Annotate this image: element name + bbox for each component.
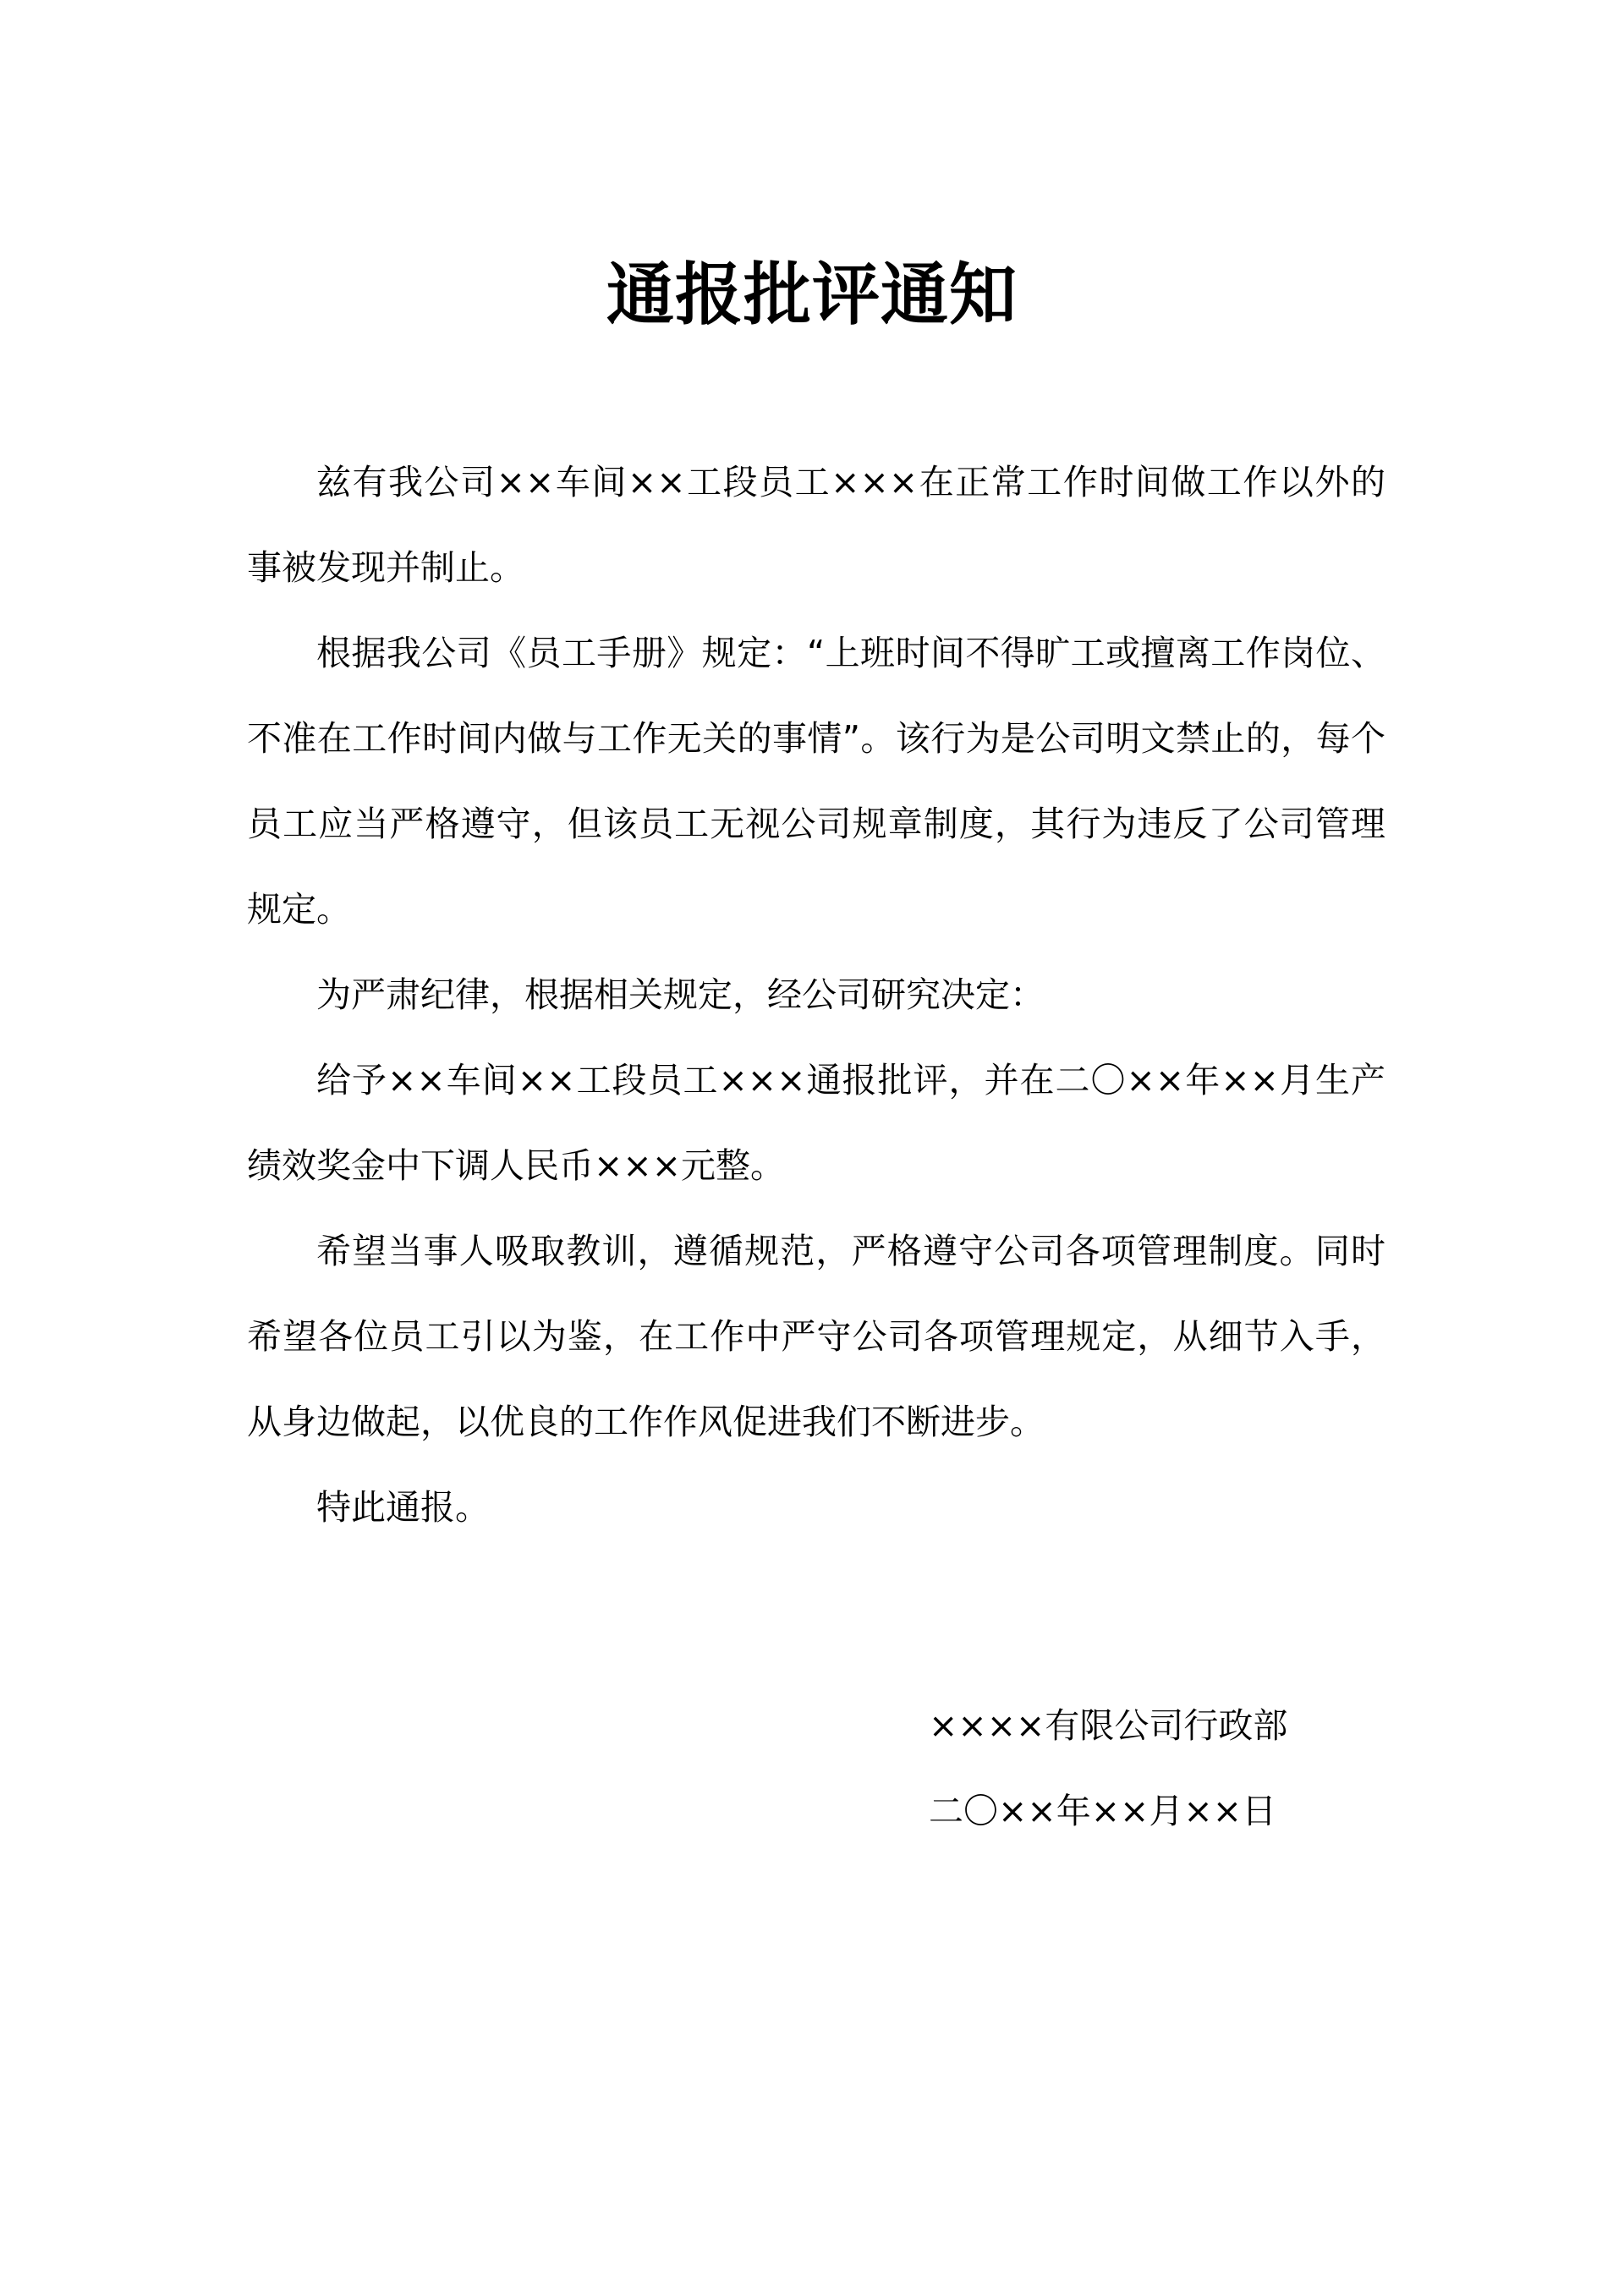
issuer-name: ××××有限公司行政部 (929, 1705, 1288, 1746)
paragraph-closing: 特此通报。 (316, 1487, 490, 1528)
document-body (247, 440, 1385, 1550)
document-title: 通报批评通知 (606, 255, 1018, 334)
paragraph-expectation: 希望当事人吸取教训，遵循规范，严格遵守公司各项管理制度。同时希望各位员工引以为鉴，在工作中严守公司各项管理规定，从细节入手，从身边做起，以优良的工作作风促进我们不断进步。 (247, 1231, 1385, 1442)
paragraph-penalty: 给予××车间××工段员工×××通报批评，并在二〇××年××月生产绩效奖金中下调人民币×××元整。 (247, 1060, 1385, 1186)
paragraph-decision-intro: 为严肃纪律，根据相关规定，经公司研究决定： (316, 974, 1045, 1015)
paragraph-incident: 兹有我公司××车间××工段员工×××在正常工作时间做工作以外的事被发现并制止。 (247, 462, 1385, 588)
signature-block (929, 1683, 1287, 1854)
issue-date: 二〇××年××月××日 (929, 1791, 1277, 1831)
paragraph-regulation: 根据我公司《员工手册》规定：“上班时间不得旷工或擅离工作岗位、不准在工作时间内做与工作无关的事情”。该行为是公司明文禁止的，每个员工应当严格遵守，但该员工无视公司规章制度，其行为违反了公司管理规定。 (247, 633, 1385, 930)
